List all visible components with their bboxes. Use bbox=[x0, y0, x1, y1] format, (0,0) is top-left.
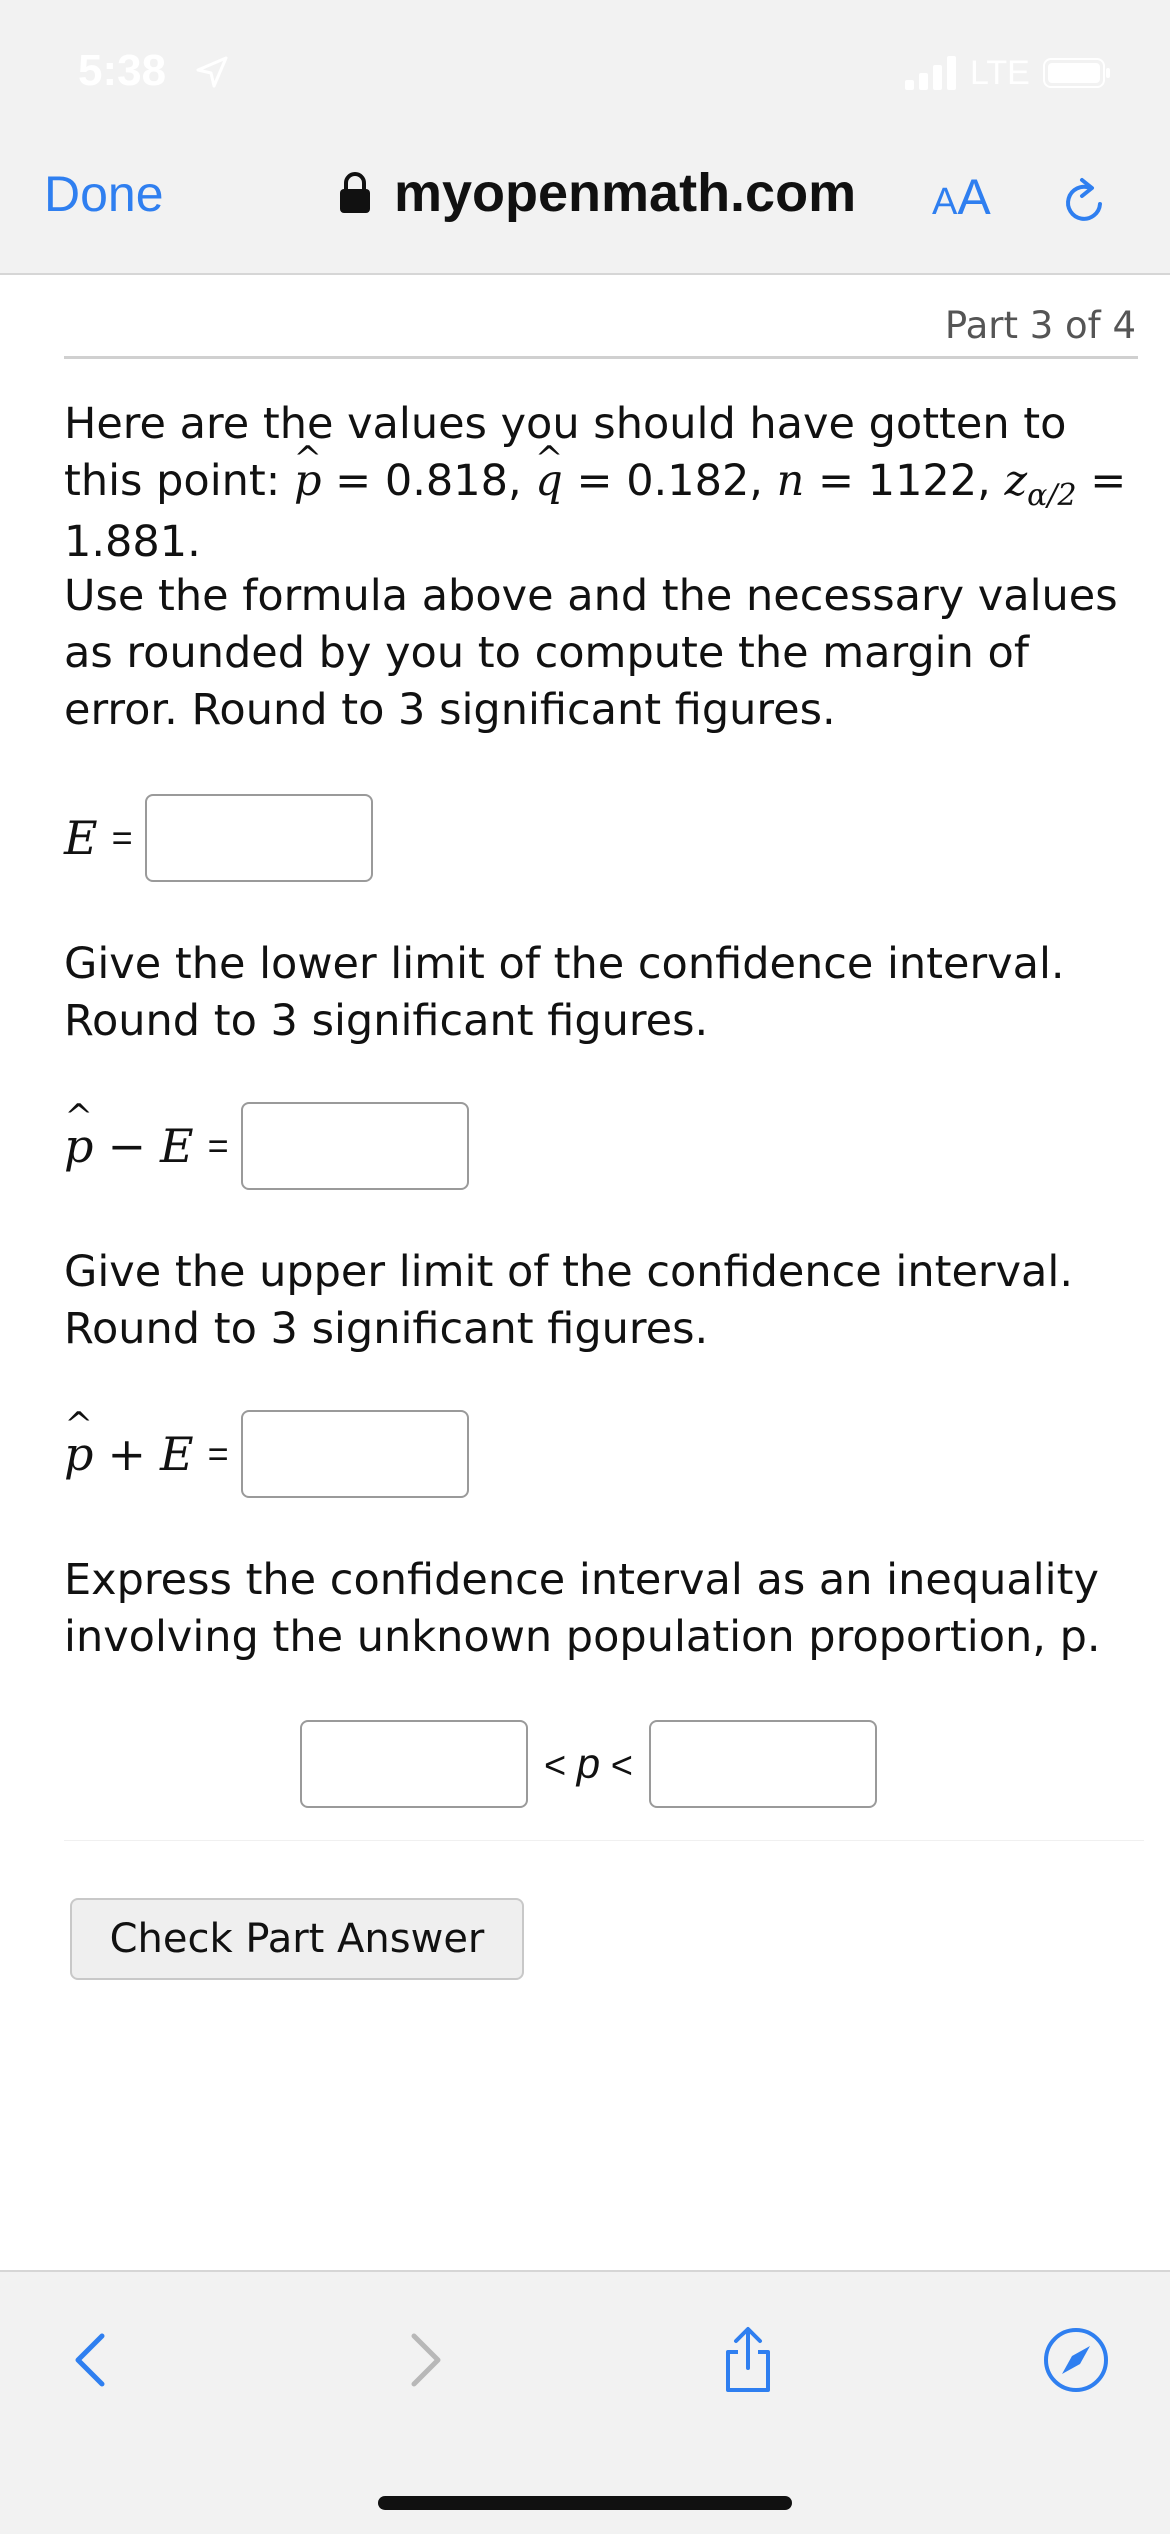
upper-limit-label bbox=[64, 1427, 194, 1481]
battery-icon bbox=[1043, 58, 1111, 88]
q-hat-value: = 0.182, bbox=[576, 456, 763, 506]
p-hat-symbol: ^ p bbox=[294, 453, 322, 510]
lower-e: E bbox=[160, 1119, 194, 1173]
q-hat-symbol: ^ q bbox=[535, 453, 563, 510]
lower-limit-input[interactable] bbox=[241, 1102, 469, 1190]
chevron-right-icon[interactable] bbox=[388, 2324, 460, 2396]
n-symbol: n bbox=[776, 456, 805, 506]
status-time: 5:38 bbox=[78, 46, 167, 95]
check-part-answer-button[interactable]: Check Part Answer bbox=[70, 1898, 524, 1980]
margin-instructions: Use the formula above and the necessary values as rounded by you to compute the margin of error. Round to 3 significant figures. bbox=[64, 571, 1118, 735]
lower-limit-label bbox=[64, 1119, 194, 1173]
browser-header bbox=[0, 120, 1170, 275]
less-than-left: < bbox=[544, 1745, 567, 1787]
upper-instructions: Give the upper limit of the confidence interval. Round to 3 significant figures. bbox=[64, 1247, 1073, 1354]
n-value: = 1122, bbox=[818, 456, 991, 506]
lower-instructions: Give the lower limit of the confidence interval. Round to 3 significant figures. bbox=[64, 939, 1065, 1046]
upper-p-hat: ^ p bbox=[64, 1427, 93, 1481]
equals-sign: = bbox=[207, 1433, 229, 1474]
text-size-big-glyph: A bbox=[957, 169, 991, 225]
reload-icon[interactable] bbox=[1056, 174, 1112, 230]
inequality-row bbox=[300, 1716, 877, 1812]
url-text: myopenmath.com bbox=[394, 163, 857, 223]
margin-label: E bbox=[64, 811, 98, 865]
lower-p-hat: ^ p bbox=[64, 1119, 93, 1173]
divider bbox=[64, 1840, 1144, 1841]
inequality-instructions: Express the confidence interval as an inequality involving the unknown population proportion, p. bbox=[64, 1555, 1101, 1662]
text-size-small-glyph: A bbox=[932, 181, 958, 223]
z-value: = 1.881. bbox=[64, 456, 1127, 567]
upper-limit-row bbox=[64, 1406, 469, 1502]
values-intro: Here are the values you should have gotten to this point: bbox=[64, 399, 1067, 506]
inequality-upper-input[interactable] bbox=[649, 1720, 877, 1808]
network-label: LTE bbox=[970, 54, 1030, 92]
done-button[interactable]: Done bbox=[44, 166, 164, 222]
address-bar[interactable] bbox=[338, 160, 856, 226]
less-than-right: < bbox=[610, 1745, 633, 1787]
margin-of-error-input[interactable] bbox=[145, 794, 373, 882]
inequality-symbol bbox=[544, 1740, 633, 1788]
equals-sign: = bbox=[207, 1125, 229, 1166]
inequality-lower-input[interactable] bbox=[300, 1720, 528, 1808]
values-paragraph bbox=[64, 396, 1134, 571]
lower-limit-row bbox=[64, 1098, 469, 1194]
upper-e: E bbox=[160, 1427, 194, 1481]
location-arrow-icon bbox=[192, 52, 232, 92]
p-hat-value: = 0.818, bbox=[335, 456, 522, 506]
p-variable: p bbox=[576, 1740, 601, 1787]
signal-icon bbox=[905, 56, 959, 90]
status-bar bbox=[0, 0, 1170, 120]
z-subscript: α/2 bbox=[1027, 478, 1077, 513]
lock-icon bbox=[338, 171, 372, 215]
equals-sign: = bbox=[111, 817, 133, 858]
bottom-toolbar bbox=[0, 2270, 1170, 2534]
divider bbox=[64, 356, 1138, 359]
upper-limit-input[interactable] bbox=[241, 1410, 469, 1498]
plus-operator: + bbox=[107, 1427, 146, 1481]
margin-row bbox=[64, 790, 373, 886]
home-indicator bbox=[378, 2496, 792, 2510]
chevron-left-icon[interactable] bbox=[56, 2324, 128, 2396]
minus-operator: − bbox=[107, 1119, 146, 1173]
part-indicator: Part 3 of 4 bbox=[944, 304, 1136, 347]
z-symbol: z bbox=[1004, 456, 1028, 506]
compass-icon[interactable] bbox=[1040, 2324, 1112, 2396]
share-icon[interactable] bbox=[712, 2324, 784, 2396]
text-size-button[interactable] bbox=[932, 168, 991, 226]
